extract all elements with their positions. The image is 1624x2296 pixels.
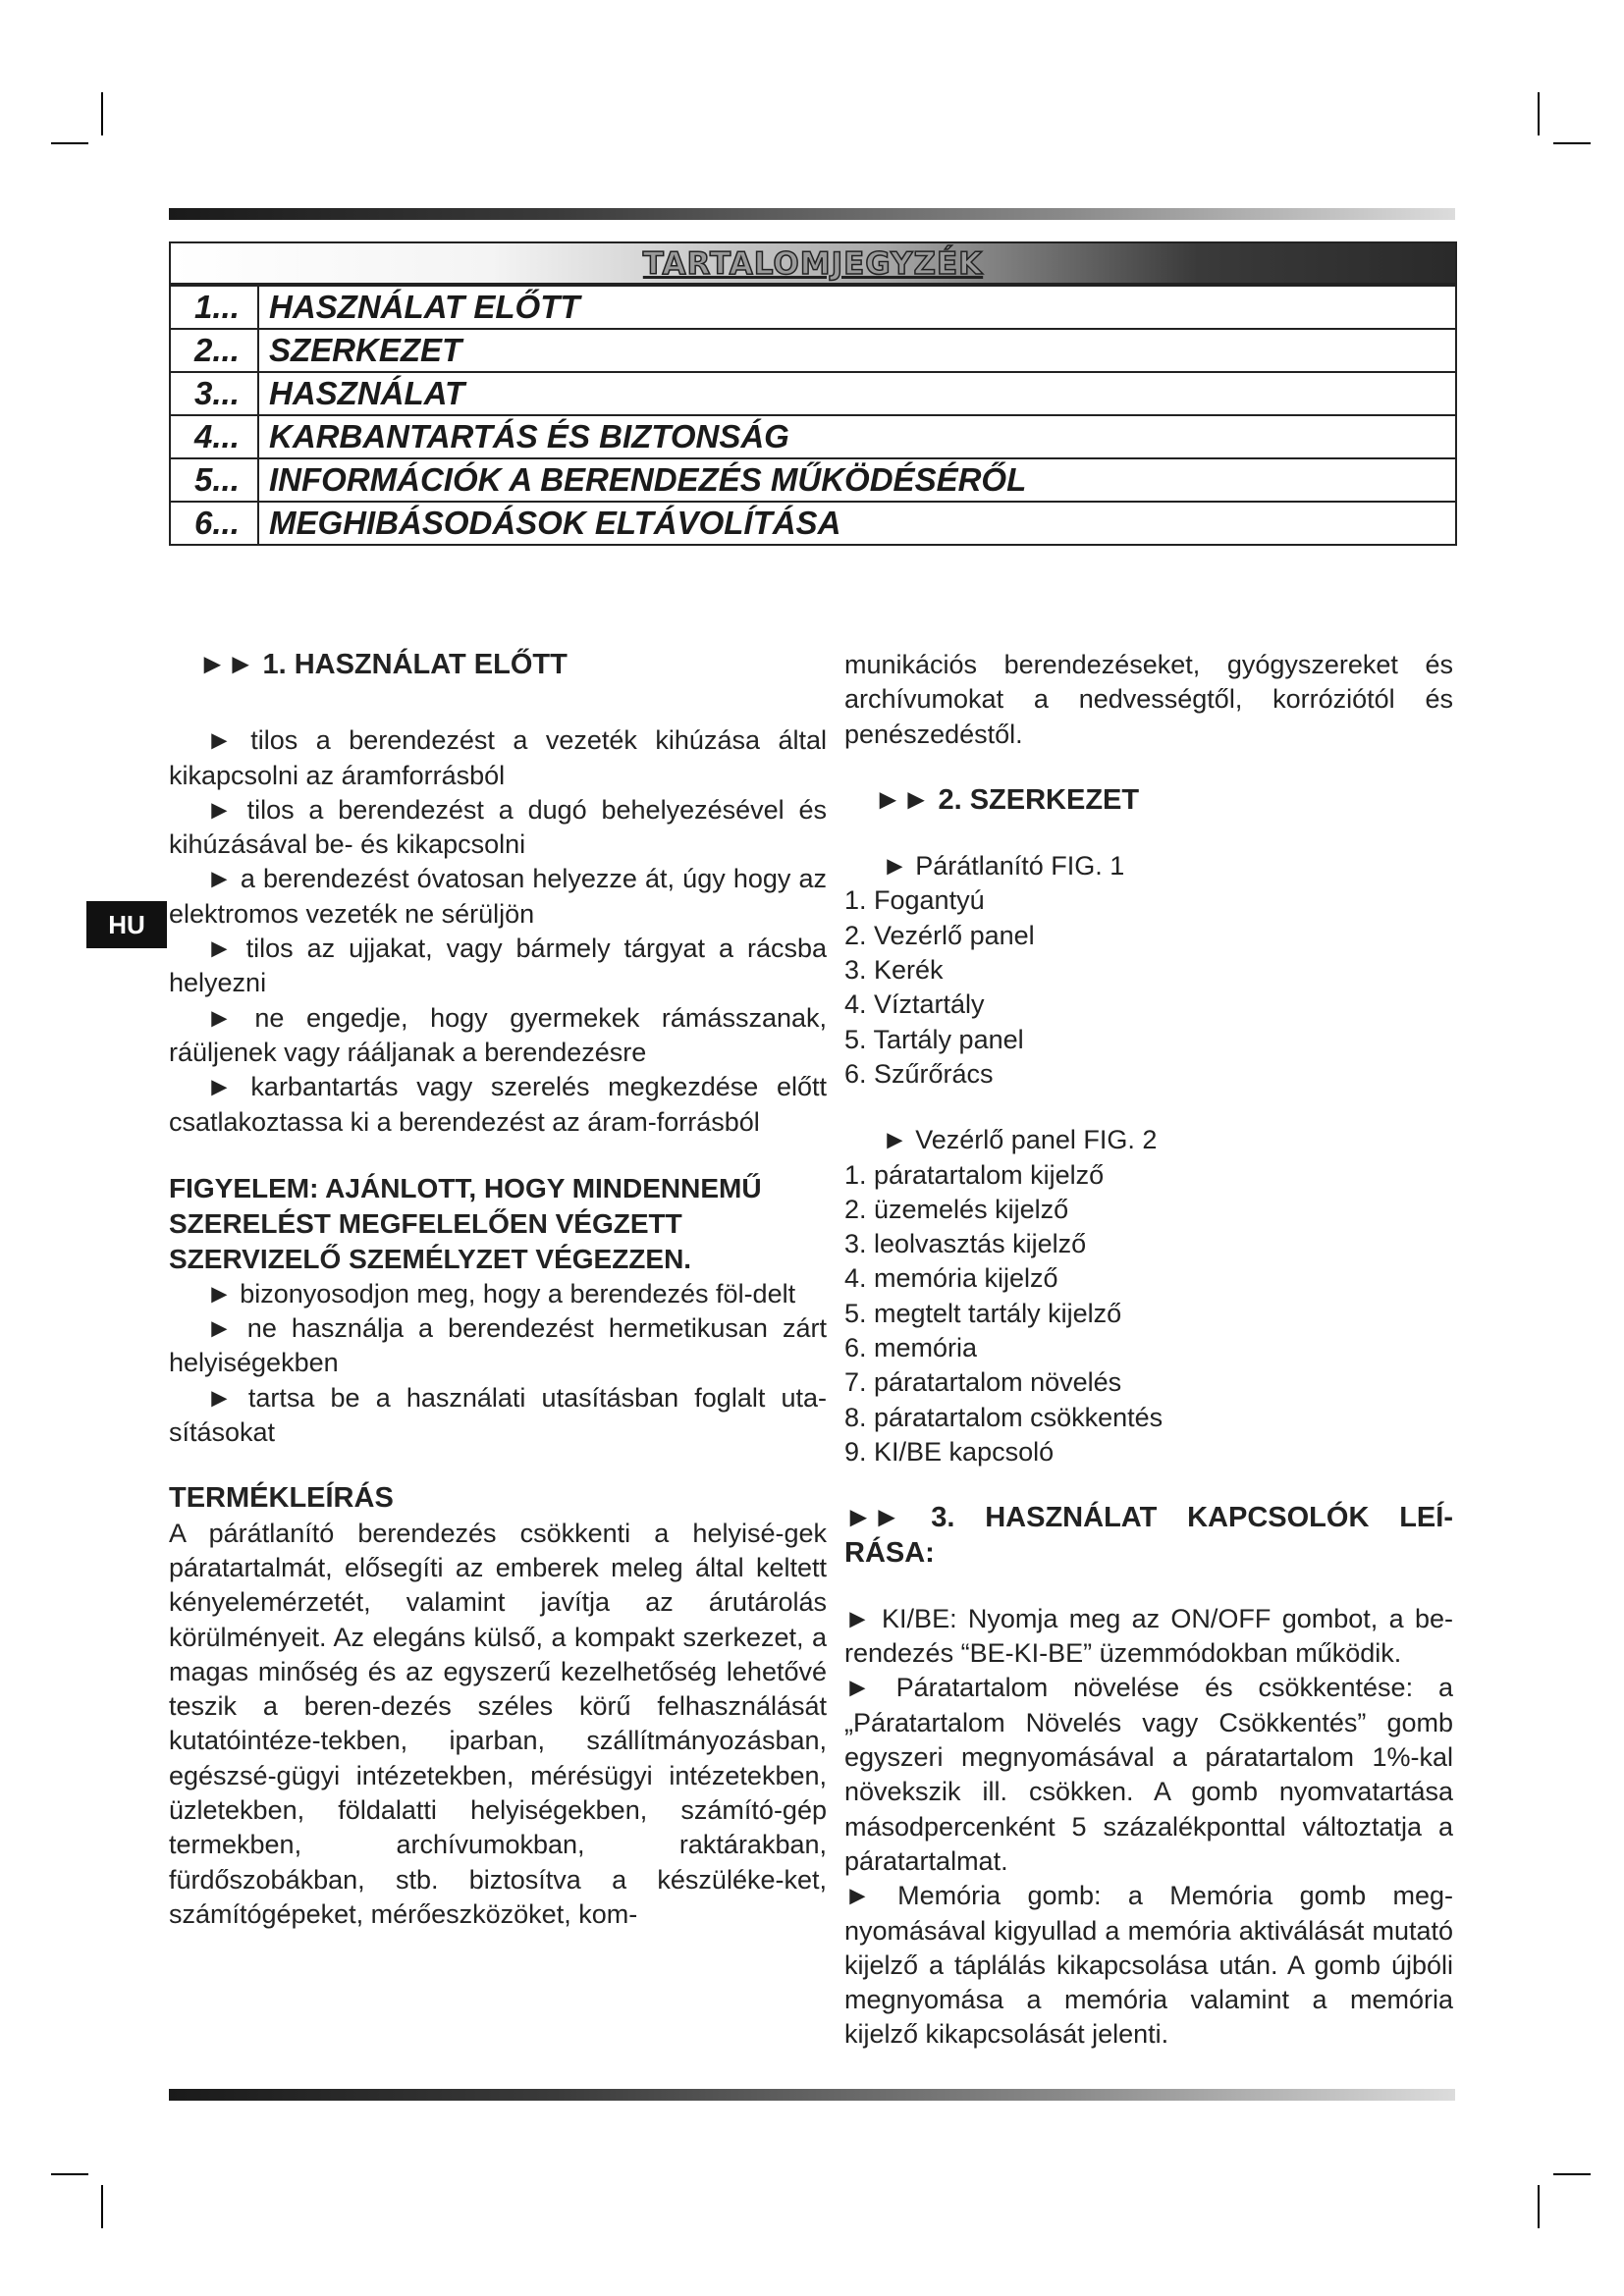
crop-mark (1538, 92, 1540, 135)
bullet-item: ► ne használja a berendezést hermetikusan zárt helyiségekben (169, 1313, 827, 1378)
toc-number: 6... (171, 503, 259, 544)
list-item: 6. memória (844, 1333, 978, 1363)
right-column (844, 648, 1453, 2053)
usage-paragraph: ► Memória gomb: a Memória gomb meg-nyomásával kigyullad a memória aktiválását mutató kijelző a táplálás kikapcsolása után. A gomb újbóli megnyomása a memória valamint a memória kijelző kikapcsolását jelenti. (844, 1881, 1453, 2050)
section-heading: ►► 1. HASZNÁLAT ELŐTT (198, 649, 568, 680)
product-description: A párátlanító berendezés csökkenti a helyisé-gek páratartalmát, elősegíti az emberek meleg által keltett kényelemérzetét, valamint javítja az árutárolás körülményeit. Az elegáns külső, a kompakt szerkezet, a magas minőség és az egyszerű kezelhetőség lehetővé teszik a beren-dezés széles körű felhasználását kutatóintéze-tekben, iparban, szállítmányozásban, egészsé-gügyi intézetekben, mérésügyi intézetekben, üzletekben, földalatti helyiségekben, számító-gép termekben, archívumokban, raktárakban, fürdőszobákban, stb. biztosítva a készüléke-ket, számítógépeket, mérőeszközöket, kom- (169, 1518, 827, 1929)
figure-label: ► Vezérlő panel FIG. 2 (882, 1125, 1158, 1155)
continuation-text: munikációs berendezéseket, gyógyszereket és archívumokat a nedvességtől, korróziótól és penészedéstől. (844, 650, 1453, 749)
list-item: 1. Fogantyú (844, 885, 985, 916)
list-item: 3. Kerék (844, 955, 944, 986)
toc-header (171, 243, 1455, 285)
top-rule (169, 208, 1455, 220)
crop-mark (1553, 142, 1591, 144)
toc-label: MEGHIBÁSODÁSOK ELTÁVOLÍTÁSA (269, 505, 841, 541)
bottom-rule (169, 2089, 1455, 2101)
section-heading: ►► 2. SZERKEZET (874, 783, 1140, 816)
list-item: 2. üzemelés kijelző (844, 1194, 1069, 1224)
bullet-item: ► karbantartás vagy szerelés megkezdése előtt csatlakoztassa ki a berendezést az áram-forrásból (169, 1072, 827, 1137)
list-item: 4. Víztartály (844, 989, 985, 1020)
crop-mark (51, 2173, 88, 2175)
list-item: 7. páratartalom növelés (844, 1367, 1122, 1398)
list-item: 5. megtelt tartály kijelző (844, 1298, 1122, 1328)
bullet-item: ► bizonyosodjon meg, hogy a berendezés föl-delt (206, 1278, 796, 1308)
usage-paragraph: ► Páratartalom növelése és csökkentése: a „Páratartalom Növelés vagy Csökkentés” gomb egyszeri megnyomásával a páratartalom 1%-kal növekszik ill. csökken. A gomb nyomvatartása másodpercenként 5 százalékponttal változtatja a páratartalmat. (844, 1673, 1453, 1876)
toc-number: 4... (171, 416, 259, 457)
bullet-item: ► a berendezést óvatosan helyezze át, úgy hogy az elektromos vezeték ne sérüljön (169, 864, 827, 929)
toc-row[interactable] (171, 371, 1455, 414)
bullet-item: ► tilos az ujjakat, vagy bármely tárgyat a rácsba helyezni (169, 934, 827, 998)
list-item: 4. memória kijelző (844, 1263, 1058, 1294)
bullet-item: ► ne engedje, hogy gyermekek rámásszanak, ráüljenek vagy rááljanak a berendezésre (169, 1002, 827, 1067)
crop-mark (51, 142, 88, 144)
crop-mark (101, 2185, 103, 2228)
bullet-item: ► tilos a berendezést a vezeték kihúzása által kikapcsolni az áramforrásból (169, 725, 827, 790)
warning-text: FIGYELEM: AJÁNLOTT, HOGY MINDENNEMŰ SZERELÉST MEGFELELŐEN VÉGZETT SZERVIZELŐ SZEMÉLYZET VÉGEZZEN. (169, 1172, 762, 1274)
figure-label: ► Párátlanító FIG. 1 (882, 851, 1125, 881)
toc-label: SZERKEZET (269, 332, 462, 368)
toc-label: HASZNÁLAT (269, 375, 465, 411)
toc-title: TARTALOMJEGYZÉK (642, 246, 984, 282)
toc-label: HASZNÁLAT ELŐTT (269, 289, 580, 325)
bullet-item: ► tilos a berendezést a dugó behelyezésével és kihúzásával be- és kikapcsolni (169, 794, 827, 860)
toc-row[interactable] (171, 457, 1455, 501)
list-item: 9. KI/BE kapcsoló (844, 1436, 1055, 1467)
toc-label: INFORMÁCIÓK A BERENDEZÉS MŰKÖDÉSÉRŐL (269, 461, 1027, 498)
crop-mark (101, 92, 103, 135)
product-heading: TERMÉKLEÍRÁS (169, 1482, 394, 1515)
toc-row[interactable] (171, 285, 1455, 328)
bullet-item: ► tartsa be a használati utasításban foglalt uta-sításokat (169, 1382, 827, 1448)
left-column (169, 648, 827, 1932)
toc-row[interactable] (171, 328, 1455, 371)
list-item: 6. Szűrőrács (844, 1058, 994, 1089)
usage-paragraph: ► KI/BE: Nyomja meg az ON/OFF gombot, a be-rendezés “BE-KI-BE” üzemmódokban működik. (844, 1603, 1453, 1669)
list-item: 5. Tartály panel (844, 1024, 1024, 1054)
list-item: 1. páratartalom kijelző (844, 1159, 1105, 1190)
table-of-contents (169, 241, 1457, 546)
list-item: 2. Vezérlő panel (844, 920, 1035, 950)
crop-mark (1538, 2185, 1540, 2228)
toc-number: 3... (171, 373, 259, 414)
section-heading: ►► 3. HASZNÁLAT KAPCSOLÓK LEÍ-RÁSA: (844, 1502, 1453, 1569)
toc-number: 2... (171, 330, 259, 371)
list-item: 3. leolvasztás kijelző (844, 1229, 1087, 1259)
toc-number: 5... (171, 459, 259, 501)
list-item: 8. páratartalom csökkentés (844, 1402, 1164, 1432)
toc-number: 1... (171, 287, 259, 328)
crop-mark (1553, 2173, 1591, 2175)
toc-label: KARBANTARTÁS ÉS BIZTONSÁG (269, 418, 789, 454)
language-tab: HU (86, 901, 167, 948)
toc-row[interactable] (171, 414, 1455, 457)
toc-row[interactable] (171, 501, 1455, 544)
